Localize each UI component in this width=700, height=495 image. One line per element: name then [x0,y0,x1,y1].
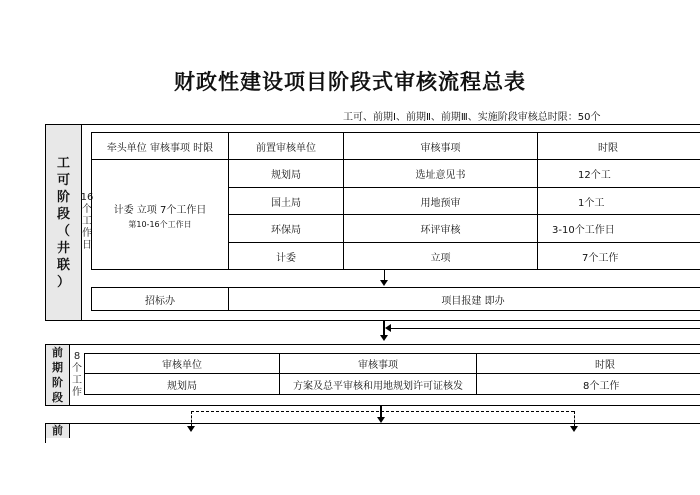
item-cell-4: 立项 [343,242,538,270]
bid-item-cell: 项目报建 即办 [228,287,700,311]
stage2-item-cell: 方案及总平审核和用地规划许可证核发 [279,373,477,395]
pre-unit-cell-2: 国土局 [228,187,344,215]
stage1-days: 16 个 工 作 日 [80,192,94,251]
branch-right-arrow [570,426,578,432]
time-cell-1: 12个工 [537,159,700,188]
stage2-label: 前 期 阶 段 [46,345,70,405]
item-header-cell: 审核事项 [343,132,538,160]
lead-unit-text: 计委 立项 7个工作日 第10-16个工作日 [113,205,207,229]
stage2-item-header: 审核事项 [279,353,477,374]
stage2-unit-header: 审核单位 [84,353,280,374]
stage2-time-header: 时限 [476,353,700,374]
time-cell-4: 7个工作 [537,242,700,270]
time-cell-3: 3-10个工作日 [537,214,700,243]
time-cell-2: 1个工 [537,187,700,215]
branch-right-line [574,411,575,427]
branch-left-line [191,411,192,427]
arrow-head-1 [380,280,388,286]
stage3-label: 前 [46,424,70,438]
pre-unit-cell-3: 环保局 [228,214,344,243]
item-cell-1: 选址意见书 [343,159,538,188]
pre-unit-cell-1: 规划局 [228,159,344,188]
page-subtitle: 工可、前期Ⅰ、前期Ⅱ、前期Ⅲ、实施阶段审核总时限：50个 [343,112,601,123]
branch-left-arrow [187,426,195,432]
stage2-unit-cell: 规划局 [84,373,280,395]
return-line [390,328,700,329]
lead-header-cell: 牵头单位 审核事项 时限 [91,132,229,160]
stage1-label: 工 可 阶 段 （ 井 联 ） [46,125,82,320]
bid-unit-cell: 招标办 [91,287,229,311]
item-cell-3: 环评审核 [343,214,538,243]
stage2-days: 8 个 工 作 [72,351,82,398]
branch-dashed-line [191,411,574,412]
stage3-frame [45,423,700,424]
time-header-cell: 时限 [537,132,700,160]
item-cell-2: 用地预审 [343,187,538,215]
page-title: 财政性建设项目阶段式审核流程总表 [174,70,526,94]
stage2-time-cell: 8个工作 [476,373,700,395]
return-arrow [385,324,391,332]
stage-connector-arrow [380,335,388,341]
pre-unit-header-cell: 前置审核单位 [228,132,344,160]
pre-unit-cell-4: 计委 [228,242,344,270]
